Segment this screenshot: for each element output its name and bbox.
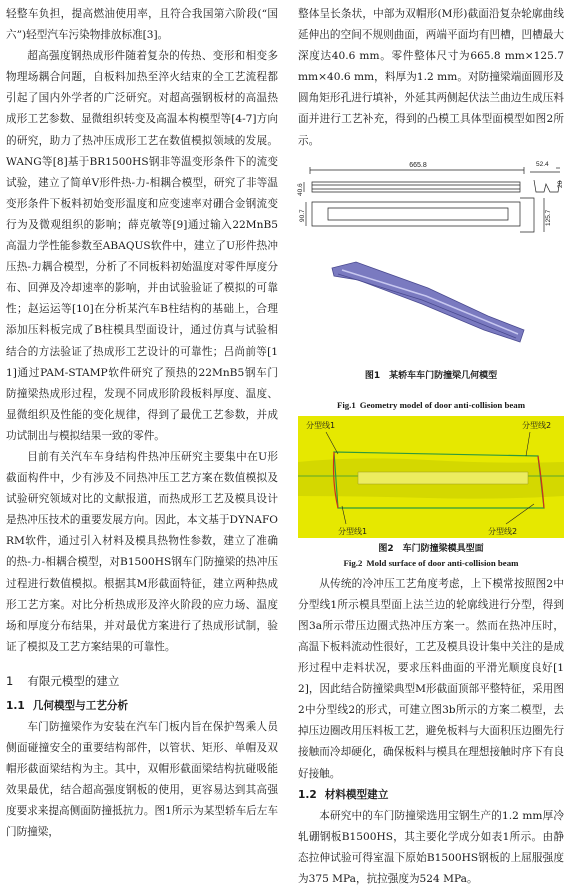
dim-406-label: 40.6 xyxy=(297,183,304,196)
section-1-2-title: 材料模型建立 xyxy=(324,788,389,801)
left-column xyxy=(6,4,278,843)
paragraph-intro-end: 轻整车负担，提高燃油使用率，且符合我国第六阶段(“国六”)轻型汽车污染物排放标准[3]。 xyxy=(6,8,278,42)
beam-section-view xyxy=(530,168,560,192)
right-column xyxy=(298,4,564,890)
figure-2 xyxy=(298,416,564,538)
figure-2-caption-en: Fig.2 Mold surface of door anti-collision beam xyxy=(343,557,519,568)
dim-907-label: 90.7 xyxy=(299,209,306,222)
section-1-2-heading xyxy=(298,785,564,806)
section-1-2-number: 1.2 xyxy=(298,788,317,801)
parting-line-label-bl: 分型线1 xyxy=(338,526,368,536)
paragraph-process-schemes: 从传统的冷冲压工艺角度考虑，上下模常按照图2中分型线1所示模具型面上法兰边的轮廓线进行分型，得到图3a所示带压边圈式热冲压方案一。然而在热冲压时，高温下板料流动性很好，工艺及模具设计集中关注的是成形过程中走料状况，要求压料曲面的平滑光顺度良好[12]，因此结合防撞梁典型M形截面顶部平整特征，采用图2中分型线2的形式，可建立图3b所示的方案二模型，去掉压边圈改用压料板工艺，避免板料与大面积压边圈先行接触而冷却硬化，确保板料与模具在理想接触时序下有良好接触。 xyxy=(298,577,564,780)
section-1-1-heading xyxy=(6,696,278,717)
figure-1-caption-cn: 图1 某轿车车门防撞梁几何模型 xyxy=(364,370,498,381)
section-1-1-number: 1.1 xyxy=(6,699,25,712)
paragraph-research-gap: 目前有关汽车车身结构件热冲压研究主要集中在U形截面构件中，少有涉及不同热冲压工艺方案在数值模拟及试验研究领域对比的文献报道，而热成形工艺及模具设计是热冲压技术的重要发展方向。因此，本文基于DYNAFORM软件，通过引入材料及模具热物性参数，建立了准确的热-力-相耦合模型，对B1500HS钢车门防撞梁的热冲压过程进行数值模拟。根据其M形截面特征，建立两种热成形工艺方案。对比分析热成形及淬火阶段的应力场、温度场和厚度分布结果，并对最优方案进行了热成形试制，验证了模拟及工艺方案结果的可靠性。 xyxy=(6,450,278,653)
figure-2-drawing xyxy=(298,416,564,538)
parting-line-label-tr: 分型线2 xyxy=(522,420,552,430)
beam-front-view xyxy=(304,167,524,192)
section-1-heading xyxy=(6,670,278,692)
paragraph-part-description: 整体呈长条状，中部为双帽形(M形)截面沿复杂轮廓曲线延伸出的空间不规则曲面，两端平面均有凹槽，凹槽最大深度达40.6 mm。零件整体尺寸为665.8 mm×125.7 mm×40.6 mm，料厚为1.2 mm。对防撞梁端面圆形及圆角矩形孔进行填补，外延其两侧起伏法兰曲边生成压料面并进行工艺补充，得到的凸模工具体型面模型如图2所示。 xyxy=(298,8,564,147)
figure-2-caption-cn: 图2 车门防撞梁模具型面 xyxy=(378,543,484,554)
figure-1-caption-en: Fig.1 Geometry model of door anti-collision beam xyxy=(336,399,526,410)
dim-length-label: 665.8 xyxy=(409,161,427,169)
beam-3d-render xyxy=(332,262,524,342)
dim-524-label: 52.4 xyxy=(536,160,549,168)
section-1-number: 1 xyxy=(6,673,14,688)
parting-line-label-br: 分型线2 xyxy=(488,526,518,536)
parting-line-label-tl: 分型线1 xyxy=(306,420,336,430)
figure-1 xyxy=(298,158,564,398)
beam-top-view xyxy=(306,198,544,232)
section-1-1-title: 几何模型与工艺分析 xyxy=(32,699,129,712)
section-1-title: 有限元模型的建立 xyxy=(27,673,120,688)
figure-1-drawing xyxy=(298,158,564,398)
paragraph-geometry-model: 车门防撞梁作为安装在汽车门板内旨在保护驾乘人员侧面碰撞安全的重要结构部件，以管状、矩形、单帽及双帽形截面梁结构为主。其中，双帽形截面梁结构抗碰吸能效果最优，结合超高强度钢板的使用，更容易达到其高强度要求来提高侧面防撞抵抗力。图1所示为某型轿车后左车门防撞梁， xyxy=(6,720,278,839)
mold-punch-face xyxy=(358,472,528,484)
dim-20-label: 20 xyxy=(557,180,564,188)
dim-1257-label: 125.7 xyxy=(545,209,552,226)
paragraph-literature-review: 超高强度钢热成形件随着复杂的传热、变形和相变多物理场耦合问题，自板料加热至淬火结束的全工艺流程都引起了国内外学者的广泛研究。对超高强钢板材的高温热成形工艺参数、显微组织转变及高温本构模型等[4-7]方向的研究，助力了热冲压成形工艺在数值模拟领域的发展。WANG等[8]基于BR1500HS钢非等温变形条件下的流变试验，建立了简单V形件热-力-相耦合模型，研究了非等温变形条件下板料初始变形温度和应变速率对硼合金钢流变行为及微观组织的影响；薛克敏等[9]通过输入22MnB5高温力学性能参数至ABAQUS软件中，建立了U形件热冲压热-力耦合模型，分析了不同板料初始温度对零件厚度分布、回弹及冷却速率的影响，并由试验验证了模拟的可靠性；赵运运等[10]在分析某汽车B柱结构的基础上，合理添加压料板完成了B柱模具型面设计，通过仿真与试验相结合的方法验证了热成形工艺设计的可靠性；吕尚前等[11]通过PAM-STAMP软件研究了预热的22MnB5钢车门防撞梁热成形过程，发现不同成形阶段板料厚度、温度、显微组织及性能的变化规律，得到了最优工艺参数，并成功试制出与模拟结果一致的零件。 xyxy=(6,50,278,442)
paragraph-material-model: 本研究中的车门防撞梁选用宝钢生产的1.2 mm厚冷轧硼钢板B1500HS，其主要化学成分如表1所示。由静态拉伸试验可得室温下原始B1500HS钢板的上屈服强度为375 MPa，抗拉强度为524 MPa。 xyxy=(298,809,564,885)
